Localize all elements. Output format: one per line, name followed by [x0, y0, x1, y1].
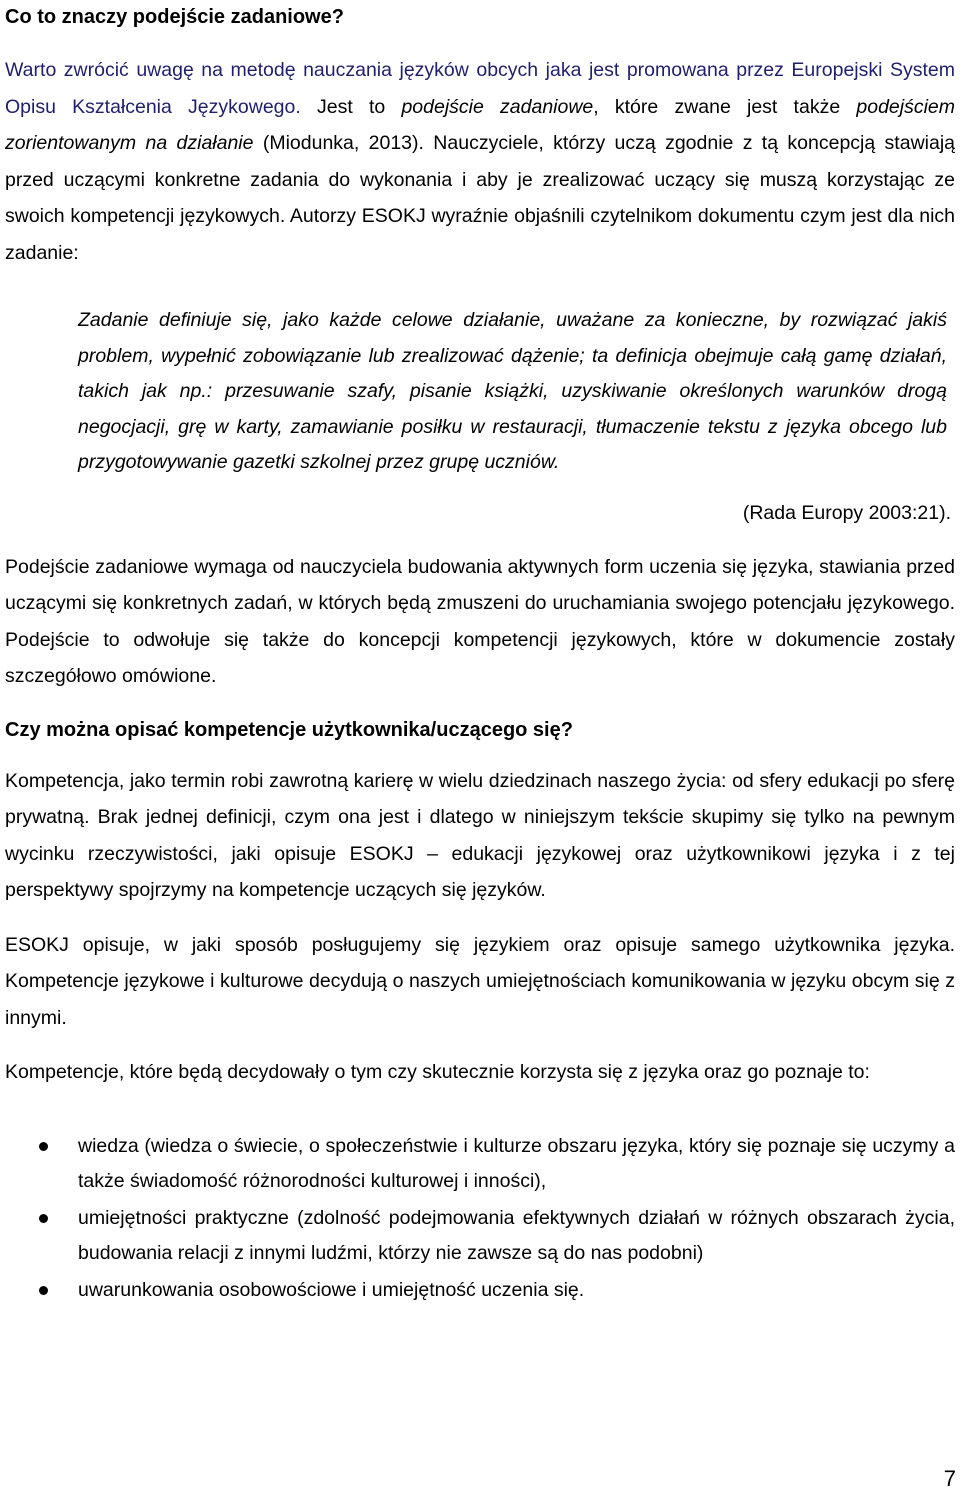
- page-number: 7: [943, 1466, 956, 1491]
- section-heading-competences: Czy można opisać kompetencje użytkownika/uczącego się?: [5, 718, 573, 741]
- section-heading-task-approach: Co to znaczy podejście zadaniowe?: [5, 6, 344, 28]
- bullet-icon: [39, 1142, 48, 1151]
- intro-text-c: , które zwane jest także: [593, 95, 857, 118]
- competences-list: [5, 1129, 955, 1308]
- intro-term-italic: podejście zadaniowe: [401, 95, 594, 118]
- paragraph-competences-list-intro: Kompetencje, które będą decydowały o tym czy skutecznie korzysta się z języka oraz go poznaje to:: [5, 1061, 870, 1083]
- list-item-text: uwarunkowania osobowościowe i umiejętność uczenia się.: [78, 1278, 585, 1301]
- intro-term2-italic: podejściem zorientowanym na działanie: [5, 95, 956, 154]
- intro-text-a: Jest to: [300, 95, 402, 118]
- paragraph-task-approach: Podejście zadaniowe wymaga od nauczyciela budowania aktywnych form uczenia się języka, stawiania przed uczącymi się konkretnych zadań, w których będą zmuszeni do uruchamiania swojego potencjału językowego. Podejście to odwołuje się także do koncepcji kompetencji językowych, które w dokumencie zostały szczegółowo omówione.: [5, 555, 955, 687]
- paragraph-intro: [5, 52, 955, 271]
- list-item-text: umiejętności praktyczne (zdolność podejmowania efektywnych działań w różnych obszarach życia, budowania relacji z innymi ludźmi, którzy nie zawsze są do nas podobni): [78, 1206, 955, 1264]
- list-item: [5, 1129, 955, 1199]
- bullet-icon: [39, 1214, 48, 1223]
- list-item: [5, 1273, 955, 1308]
- intro-lead-sentence: Warto zwrócić uwagę na metodę nauczania języków obcych jaka jest promowana przez Europejski System Opisu Kształcenia Językowego.: [5, 59, 955, 118]
- paragraph-esokj: ESOKJ opisuje, w jaki sposób posługujemy się językiem oraz opisuje samego użytkownika języka. Kompetencje językowe i kulturowe decydują o naszych umiejętnościach komunikowania w języku obcym się z innymi.: [5, 933, 955, 1029]
- list-item: [5, 1201, 955, 1271]
- block-quote: Zadanie definiuje się, jako każde celowe działanie, uważane za konieczne, by rozwiązać jakiś problem, wypełnić zobowiązanie lub zrealizować dążenie; ta definicja obejmuje całą gamę działań, takich jak np.: przesuwanie szafy, pisanie książki, uzyskiwanie określonych warunków drogą negocjacji, grę w karty, zamawianie posiłku w restauracji, tłumaczenie tekstu z języka obcego lub przygotowywanie gazetki szkolnej przez grupę uczniów.: [78, 309, 947, 473]
- document-page: [5, 0, 955, 1310]
- list-item-text: wiedza (wiedza o świecie, o społeczeństwie i kulturze obszaru języka, który się poznaje się uczymy a także świadomość różnorodności kulturowej i inności),: [78, 1134, 955, 1192]
- intro-citation: (Miodunka, 2013).: [253, 132, 424, 154]
- bullet-icon: [39, 1286, 48, 1295]
- quote-citation: (Rada Europy 2003:21).: [742, 501, 951, 524]
- intro-rest: Nauczyciele, którzy uczą zgodnie z tą koncepcją stawiają przed uczącymi konkretne zadania do wykonania i aby je zrealizować uczący się muszą korzystając ze swoich kompetencji językowych. Autorzy ESOKJ wyraźnie objaśnili czytelnikom dokumentu czym jest dla nich zadanie:: [5, 132, 956, 264]
- paragraph-competence: Kompetencja, jako termin robi zawrotną karierę w wielu dziedzinach naszego życia: od sfery edukacji po sferę prywatną. Brak jednej definicji, czym ona jest i dlatego w niniejszym tekście skupimy się tylko na pewnym wycinku rzeczywistości, jaki opisuje ESOKJ – edukacji językowej oraz użytkownikowi języka i z tej perspektywy spojrzymy na kompetencje uczących się języków.: [5, 769, 955, 901]
